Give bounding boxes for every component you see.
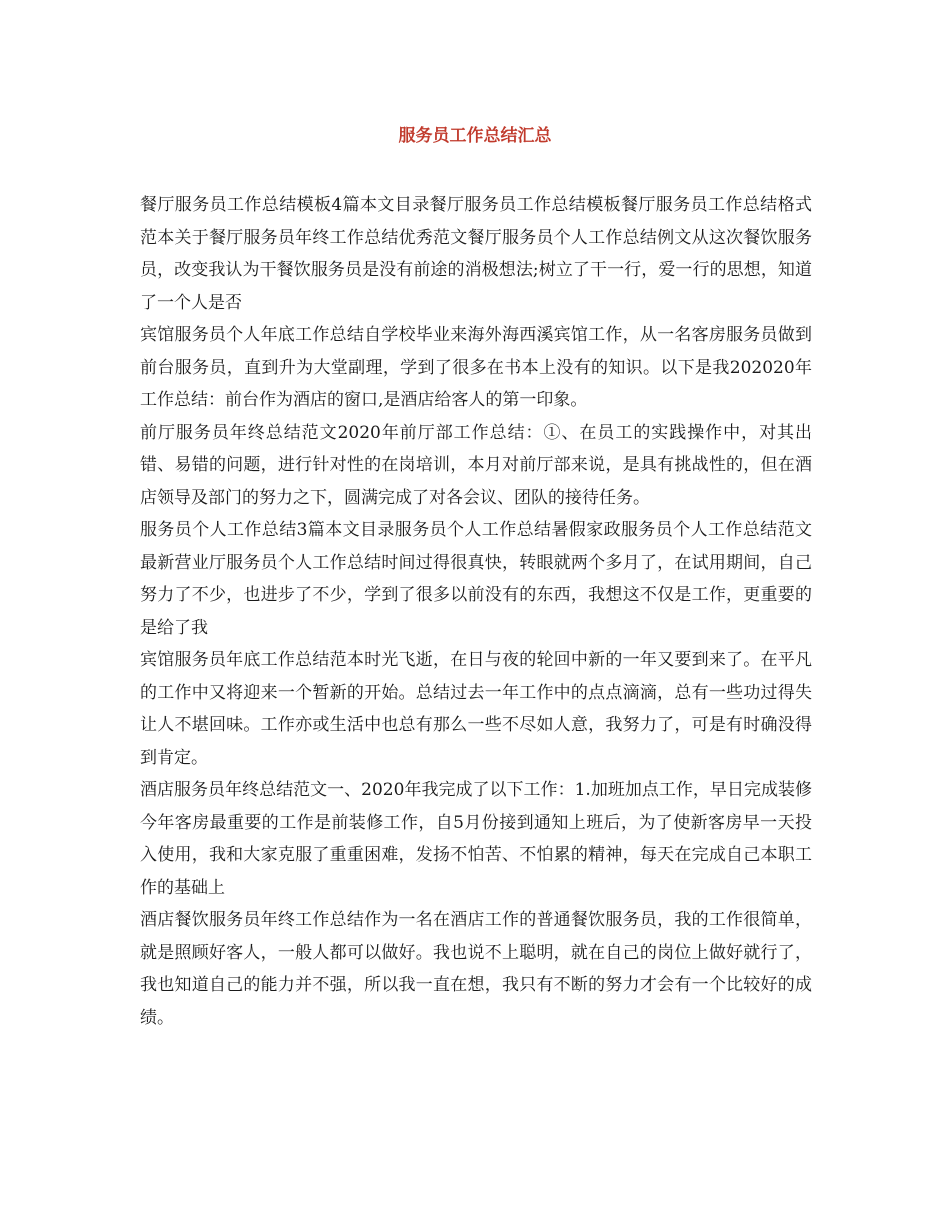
paragraph-5: 宾馆服务员年底工作总结范本时光飞逝，在日与夜的轮回中新的一年又要到来了。在平凡的工作中又将迎来一个暂新的开始。总结过去一年工作中的点点滴滴，总有一些功过得失让人不堪回味。工作亦或生活中也总有那么一些不尽如人意，我努力了，可是有时确没得到肯定。 (140, 650, 812, 768)
paragraph-1: 餐厅服务员工作总结模板4篇本文目录餐厅服务员工作总结模板餐厅服务员工作总结格式范本关于餐厅服务员年终工作总结优秀范文餐厅服务员个人工作总结例文从这次餐饮服务员，改变我认为干餐饮服务员是没有前途的消极想法;树立了干一行，爱一行的思想，知道了一个人是否 (140, 195, 812, 313)
paragraph-2: 宾馆服务员个人年底工作总结自学校毕业来海外海西溪宾馆工作，从一名客房服务员做到前台服务员，直到升为大堂副理，学到了很多在书本上没有的知识。以下是我202020年工作总结：前台作为酒店的窗口,是酒店给客人的第一印象。 (140, 325, 812, 410)
document-title: 服务员工作总结汇总 (398, 126, 552, 146)
paragraph-4: 服务员个人工作总结3篇本文目录服务员个人工作总结暑假家政服务员个人工作总结范文最新营业厅服务员个人工作总结时间过得很真快，转眼就两个多月了，在试用期间，自己努力了不少，也进步了不少，学到了很多以前没有的东西，我想这不仅是工作，更重要的是给了我 (140, 520, 812, 638)
document-body (140, 189, 812, 1034)
paragraph-7: 酒店餐饮服务员年终工作总结作为一名在酒店工作的普通餐饮服务员，我的工作很简单，就是照顾好客人，一般人都可以做好。我也说不上聪明，就在自己的岗位上做好就行了，我也知道自己的能力并不强，所以我一直在想，我只有不断的努力才会有一个比较好的成绩。 (140, 910, 812, 1028)
paragraph-3: 前厅服务员年终总结范文2020年前厅部工作总结：①、在员工的实践操作中，对其出错、易错的问题，进行针对性的在岗培训，本月对前厅部来说，是具有挑战性的，但在酒店领导及部门的努力之下，圆满完成了对各会议、团队的接待任务。 (140, 422, 812, 508)
paragraph-6: 酒店服务员年终总结范文一、2020年我完成了以下工作：1.加班加点工作，早日完成装修今年客房最重要的工作是前装修工作，自5月份接到通知上班后，为了使新客房早一天投入使用，我和大家克服了重重困难，发扬不怕苦、不怕累的精神，每天在完成自己本职工作的基础上 (140, 780, 812, 898)
